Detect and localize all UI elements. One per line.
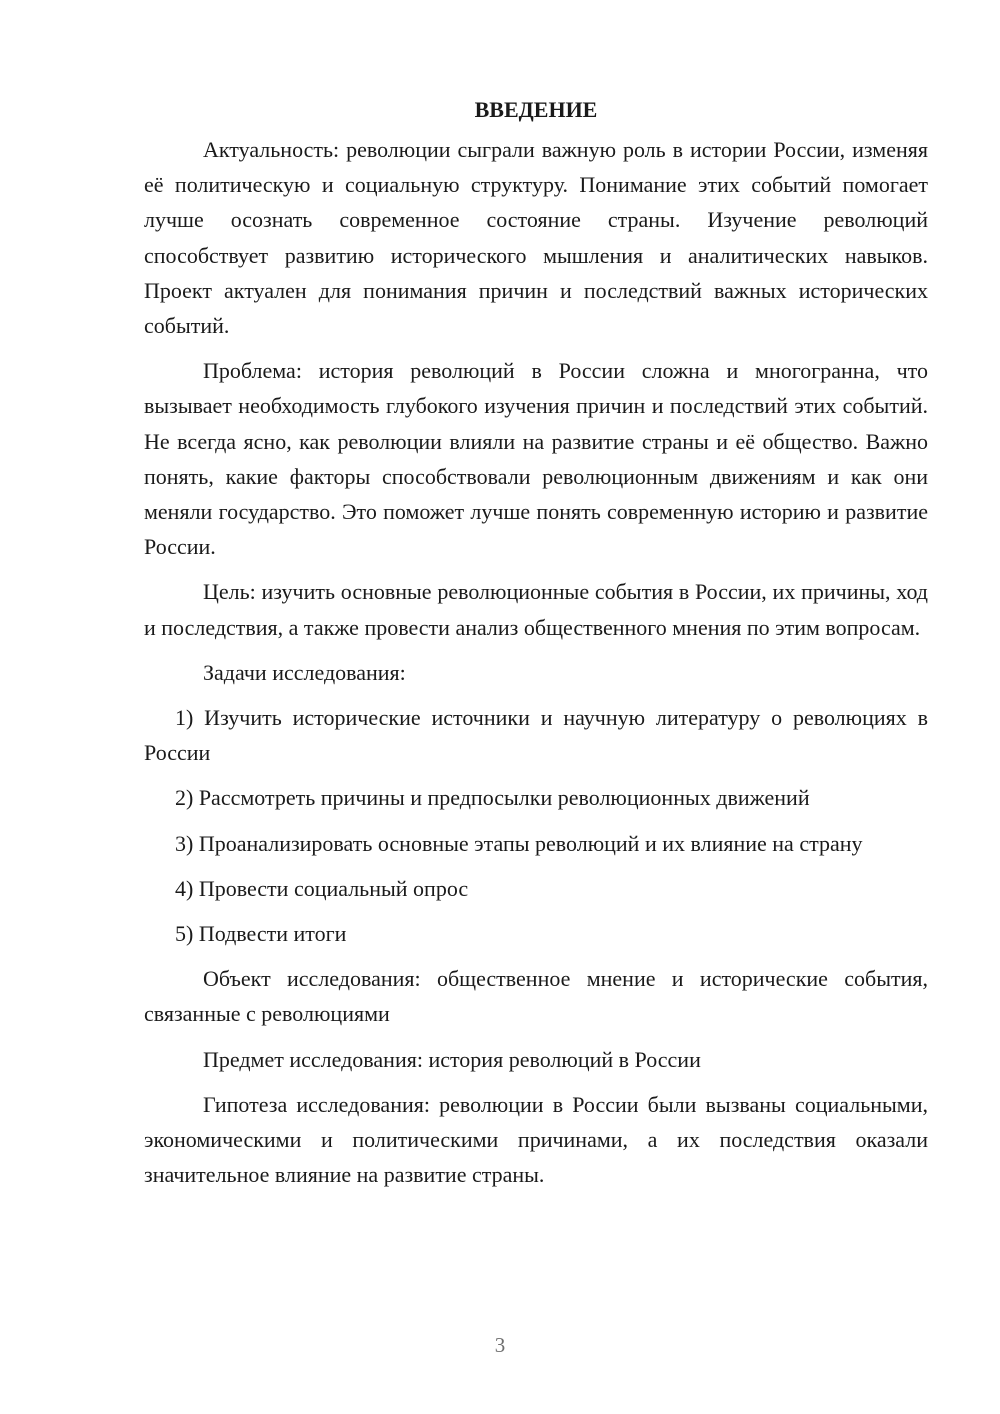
task-item-5: 5) Подвести итоги [175, 921, 347, 947]
paragraph-subject: Предмет исследования: история революций в России [203, 1046, 701, 1072]
task-item-2: 2) Рассмотреть причины и предпосылки революционных движений [175, 785, 810, 811]
paragraph-object: Объект исследования: общественное мнение и исторические события, связанные с революциями [144, 966, 928, 1027]
paragraph-hypothesis: Гипотеза исследования: революции в России были вызваны социальными, экономическими и политическими причинами, а их последствия оказали значительное влияние на развитие страны. [144, 1091, 928, 1188]
task-item-3: 3) Проанализировать основные этапы революций и их влияние на страну [175, 830, 863, 856]
paragraph-relevance: Актуальность: революции сыграли важную роль в истории России, изменяя её политическую и социальную структуру. Понимание этих событий помогает лучше осознать современное состояние страны. Изучение революций способствует развитию исторического мышления и аналитических навыков. Проект актуален для понимания причин и последствий важных исторических событий. [144, 137, 928, 339]
task-item-1: 1) Изучить исторические источники и научную литературу о революциях в России [144, 705, 928, 766]
page-number: 3 [494, 1333, 506, 1357]
paragraph-goal: Цель: изучить основные революционные события в России, их причины, ход и последствия, а также провести анализ общественного мнения по этим вопросам. [144, 579, 928, 640]
document-page [144, 92, 928, 1202]
paragraph-problem: Проблема: история революций в России сложна и многогранна, что вызывает необходимость глубокого изучения причин и последствий этих событий. Не всегда ясно, как революции влияли на развитие страны и её общество. Важно понять, какие факторы способствовали революционным движениям и как они меняли государство. Это поможет лучше понять современную историю и развитие России. [144, 358, 928, 560]
document-title: ВВЕДЕНИЕ [474, 97, 598, 122]
tasks-heading: Задачи исследования: [203, 659, 406, 685]
task-item-4: 4) Провести социальный опрос [175, 875, 469, 901]
